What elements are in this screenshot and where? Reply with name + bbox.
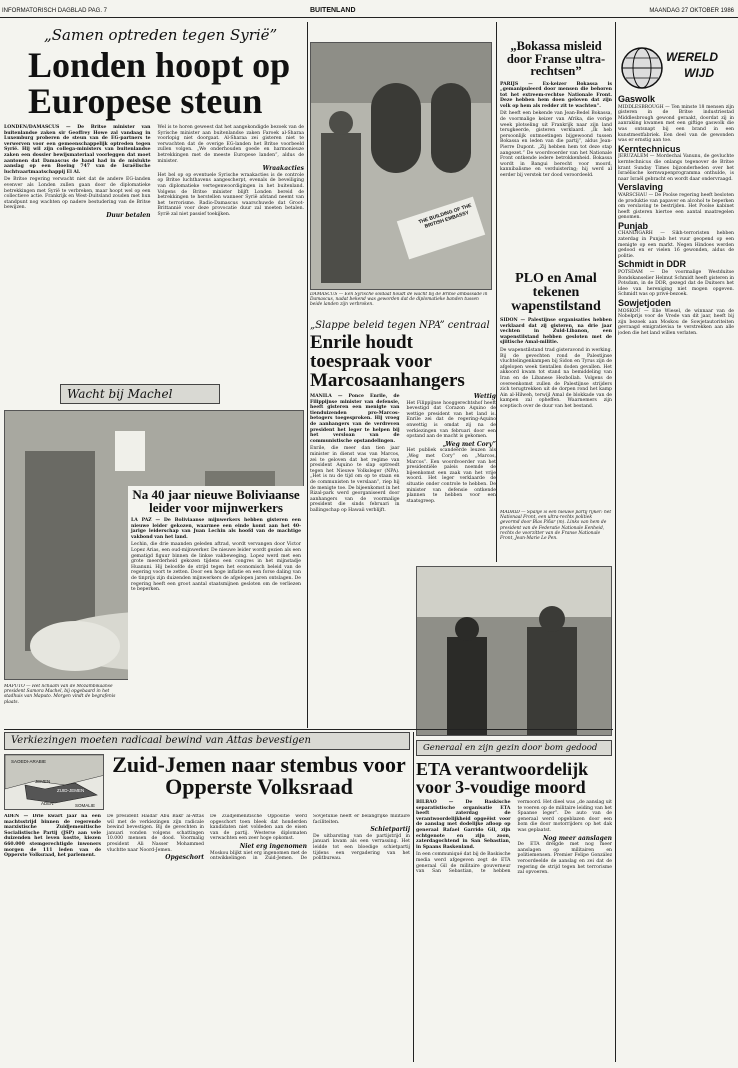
jemen-body: De president Haidar Abu Bakr al-Attas wil met de verkiezingen zijn radicale bewind bevestigen. Bij de gevechten in januari vonden volgens schattingen 10.000 mensen de dood. Voormalig president Ali Nasser Mohammed vluchtte naar Noord-Jemen. (107, 814, 204, 853)
wereld-item-head: Sowjetjoden (618, 298, 672, 308)
wereld-item-text: WARSCHAU — De Poolse regering heeft besloten de produktie van papaver en alcohol te beperken om verslaving te bestrijden. Het Poolse kabinet heeft gisteren hiertoe een aantal maatregelen genomen. (618, 192, 734, 221)
machel-banner: Wacht bij Machel (60, 384, 220, 404)
map-label-zuid-jemen: ZUID-JEMEN (57, 788, 85, 793)
wereld-item-text: MOSKOU — Elie Wiesel, de winnaar van de Nobelprijs voor de Vrede van dit jaar, heeft bij zijn bezoek aan Moskou de Sowjetautoriteiten gevraagd emigratievisa te verstrekken aan alle joden die het land willen verlaten. (618, 308, 734, 336)
wereld-item-head: Gaswolk (618, 94, 656, 104)
header-date: MAANDAG 27 OKTOBER 1986 (649, 8, 734, 14)
article-eta (416, 760, 612, 1060)
plo-lead: SIDON — Palestijnse organisaties hebben verklaard dat zij gisteren, na drie jaar vechten in Zuid-Libanon, een wapenstilstand hebben gesloten met de sjiitische Amal-militie. (500, 318, 612, 346)
eta-body: In een communiqué dat bij de Baskische media werd afgegeven zegt de ETA generaal Gil de militaire gouverneur van San Sebastian, te hebben vermoord. Het dieel was „de aanslag uit te voeren op de militaire leiding van het Spaanse leger”. De auto van de generaal werd opgeblazen door een bom die door motorrijders op het dak was geplaatst. (416, 800, 612, 875)
bolivia-headline: Na 40 jaar nieuwe Boliviaanse leider voor mijnwerkers (132, 487, 300, 515)
article-londen (4, 26, 304, 378)
jemen-body2: De Zuidjemenitische Oppositie werd opgeschort toen bleek dat honderden kandidaten niet voldeden aan de eisen van de partij. Westerse diplomaten verwachten een zeer hoge opkomst. (210, 814, 307, 842)
eta-photo (416, 566, 612, 736)
wereld-logo-line2: WIJD (684, 66, 714, 80)
jemen-lead: ADEN — Drie kwart jaar na een machtsstrijd binnen de regerende marxistische Zuidjemenitische Socialistische Partij (JSP) aan vele duizenden het leven kostte, kiezen 660.000 stemgerechtigde inwoners morgen de 111 leden van de Opperste Volksraad, het parlement. (4, 814, 101, 859)
londen-headline: Londen hoopt op Europese steun (28, 45, 291, 121)
damascus-caption: DAMASCUS — Een Syrische soldaat houdt de wacht bij de Britse ambassade in Damascus, nadat bekend was geworden dat de diplomatieke banden tussen beide landen zijn verbroken. (310, 292, 488, 308)
plo-headline: PLO en Amal tekenen wapenstilstand (511, 272, 601, 314)
londen-kicker: „Samen optreden tegen Syrië” (44, 26, 278, 44)
machel-caption: MAPUTO — Het lichaam van de Mozambikaanse president Samora Machel, bij opgebaard in het stadhuis van Maputo. Morgen vindt de begrafenis plaats. (4, 684, 116, 705)
jemen-map (4, 754, 104, 810)
wereld-item-head: Schmidt in DDR (618, 259, 687, 270)
map-label-somalie: SOMALIE (75, 803, 96, 808)
eta-headline: ETA verantwoordelijk voor 3-voudige moord (416, 760, 589, 797)
wereld-logo (618, 44, 734, 94)
londen-body: De Britse regering verwacht niet dat de andere EG-landen evenver als Londen zullen gaan door de diplomatieke betrekkingen met Syrië te verbreken, maar hoopt wel op een collectieve actie. Frankrijk en West-Duitsland zouden met hun standpunt nog wachten op nadere bestudering van de Britse bewijzen. (4, 177, 151, 211)
eta-photo-art (417, 567, 612, 736)
header-section: BUITENLAND (310, 7, 356, 14)
map-label-saudi: SAOEDI-ARABIE (11, 759, 47, 764)
enrile-body2: Het Filippijnse hooggerechtshof heeft bevestigd dat Corazon Aquino de wettige president van het land is. Enrile zei dat de regering-Aquino onwettig is omdat zij na de verkiezingen van februari door een opstand aan de macht is gekomen. (406, 400, 496, 440)
damascus-photo-art (311, 43, 492, 290)
eta-sub1: Nog meer aanslagen (542, 834, 612, 842)
londen-body2: Wel is te horen geweest dat het aangekondigde bezoek van de Syrische minister aan buitenlandse zaken Faroek al-Sharaa voorlopig niet doorgaat. Al-Sharaa zei gisteren niet te verwachten dat de overige EG-landen het Britse voorbeeld zullen volgen. „We onderhouden goede en harmonieuze betrekkingen met de meeste Europese landen”, aldus de minister. (157, 125, 304, 164)
enrile-headline: Enrile houdt toespraak voor Marcosaanhangers (310, 332, 465, 391)
enrile-body3: Het publiek scandeerde leuzen als „Weg met Cory” en „Marcos, Marcos”. Een woordvoerder van het presidentiële paleis noemde de bijeenkomst een zaak van het vrije woord. Het leger verklaarde de situatie onder controle te hebben. De minister van defensie ontkende plannen te hebben voor een staatsgreep. (406, 448, 496, 504)
enrile-lead: MANILA — Ponce Enrile, de Filippijnse minister van defensie, heeft gisteren een menigte van tienduizenden pro-Marcos-betogers toegesproken. Hij vroeg de aanhangers van de verdreven president het leger te helpen bij het versloan van de communistische opstandelingen. (310, 394, 400, 444)
embassy-sign: THE BUILDING OF THE BRITISH EMBASSY (417, 202, 473, 230)
enrile-sub2: „Weg met Cory” (442, 440, 496, 448)
map-label-jemen: JEMEN (35, 779, 51, 784)
londen-sub2: Wraakacties (262, 165, 304, 173)
enrile-body: Enrile, die meer dan tien jaar minister in dienst was van Marcos, zei te geloven dat het regime van president Aquino te slap optreedt tegen het Nieuwe Volksleger (NPA). „Het is nu de tijd om op te staan en de communisten te verslaan”, riep hij de menigte toe. De bijeenkomst in het Rizal-park werd georganiseerd door aanhangers van de voormalige president die sinds februari in ballingschap op Hawaii verblijft. (310, 446, 400, 513)
map-label-aden: ADEN (41, 801, 54, 806)
wereld-item-head: Verslaving (618, 182, 664, 193)
bolivia-body: Lechin, die drie maanden geleden aftrad, wordt vervangen door Victor Lopez Arias, een oud-mijnwerker. De nieuwe leider wordt gezien als een gematigd figuur binnen de linkse vakbeweging. Lopez werd met een grote meerderheid gekozen tijdens een congres in het mijnstadje Huanuni. Hij beloofde de strijd tegen het economisch beleid van de regering voort te zetten. Door een hoge inflatie en een forse daling van de tinprijs zijn duizenden mijnwerkers de afgelopen jaren ontslagen. De regering heeft een groot aantal staatsmijnen gesloten om de verliezen te beperken. (131, 542, 301, 593)
jemen-kicker: Verkiezingen moeten radicaal bewind van Attas bevestigen (4, 732, 410, 750)
wereld-item-text: POTSDAM — De voormalige Westduitse Bondskanselier Helmut Schmidt heeft gisteren in Potsdam, in de DDR, gezegd dat de Duitsers het idee van hereniging niet mogen opgeven. Schmidt was op privé-bezoek. (618, 270, 734, 298)
wereld-column (618, 44, 734, 1044)
article-bokassa (500, 40, 612, 268)
wereld-item-text: JERUZALEM — Mordechai Vanunu, de gevluchte kerntechnicus die onlangs tegenover de Britse krant Sunday Times bijzonderheden over het Israëlische kernwapenprogramma onthulde, is naar Israël gebracht en wordt daar ondervraagd. (618, 154, 734, 182)
eta-lead: BILBAO — De Baskische separatistische organisatie ETA heeft zaterdag de verantwoordelijkheid opgeëist voor de aanslag met dodelijke afloop op generaal Rafael Garrido Gil, zijn echtgenote en zijn zoon, zaterdagochtend in San Sebastian, in Spaans Baskenland. (416, 800, 511, 850)
wereld-item-text: CHANDIGARH — Sikh-terroristen hebben zaterdag in Punjab het vuur geopend op een menigte op een markt. Negen Hindoes werden gedood en er vielen 16 gewonden, aldus de politie. (618, 231, 734, 259)
pers-caption: MADRID — Spanje is een nieuwe partij rijker: het Nationaal Front, een ultra-rechts politiek gevormd door Blas Piñar (m). Links van hem de president van de Federatie Nationale Eenheid, rechts de voorzitter van de Franse Nationale Front, Jean-Marie Le Pen. (500, 510, 612, 542)
article-plo (500, 272, 612, 508)
bokassa-body: Dit heeft een bekende van Jean-Bedel Bokassa, de voormalige keizer van Afrika, die vorige week plotseling uit Frankrijk naar zijn land terugkeerde, gisteren verklaard. „Ik heb persoonlijk ontmoetingen bijgewoond tussen Bokassa en leden van die partij”, aldus Jean-Pierre Dupont. „Zij hebben hem tot deze stap aangezet.” De woordvoerder van het Nationale Front ontkende iedere betrokkenheid. Bokassa wordt in Bangui berecht voor moord, kannibalisme en verduistering; hij werd al eerder bij verstek ter dood veroordeeld. (500, 111, 612, 178)
header-paper-name: INFORMATORISCH DAGBLAD PAG. 7 (2, 8, 108, 14)
londen-lead: LONDEN/DAMASCUS — De Britse minister van buitenlandse zaken sir Geoffrey Howe zal vandaag in Luxemburg proberen de steun van de EG-partners te verwerven voor een gemeenschappelijk optreden tegen Syrië. Hij wil zijn collega-ministers van buitenlandse zaken een dossier bewijsmateriaal voorleggen dat moet aantonen dat Damascus de hand had in de mislukte aanslag op een Boeing 747 van de Israëlische luchtvaartmaatschappij El Al. (4, 125, 151, 175)
enrile-kicker: „Slappe beleid tegen NPA” centraal (310, 320, 490, 331)
row-rule (4, 729, 613, 730)
jemen-sub2: Niet erg ingenomen (239, 842, 307, 850)
jemen-headline-box (108, 754, 410, 810)
wereld-logo-line1: WERELD (666, 50, 718, 64)
londen-sub1: Duur betalen (106, 211, 151, 219)
wereld-items (618, 94, 734, 337)
jemen-sub1: Opgeschort (165, 854, 204, 862)
eta-body2: De ETA dreigde met nog meer aanslagen op militairen en politiemensen. Premier Felipe González veroordeelde de aanslag en zei dat de regering de strijd tegen het terrorisme zal opvoeren. (517, 842, 612, 876)
page-header (0, 6, 738, 18)
wereld-item-head: Punjab (618, 220, 649, 231)
damascus-photo (310, 42, 492, 290)
column-rule (307, 22, 308, 728)
jemen-sub3: Schietpartij (370, 826, 410, 834)
column-rule (615, 22, 616, 1062)
bolivia-lead: LA PAZ — De Boliviaanse mijnwerkers hebben gisteren een nieuwe leider gekozen, waarmee een einde komt aan het 40-jarige leiderschap van Juan Lechin als hoofd van de machtige vakbond van het land. (131, 518, 301, 540)
bokassa-headline: „Bokassa misleid door Franse ultra-rechtsen” (506, 40, 606, 78)
eta-kicker: Generaal en zijn gezin door bom gedood (416, 740, 612, 756)
jemen-headline: Zuid-Jemen naar stembus voor Opperste Volksraad (112, 754, 406, 799)
column-rule (496, 22, 497, 562)
globe-icon (620, 46, 664, 90)
wereld-item-head: Kerntechnicus (618, 143, 681, 154)
jemen-body4: De uitbarsting van de partijstrijd in januari kwam als een verrassing. Het leidde tot een bloedige schietpartij tijdens een vergadering van het politbureau. (313, 833, 410, 862)
bokassa-lead: PARIJS — Ex-keizer Bokassa is „gemanipuleerd door mensen die behoren tot het extreem-rechtse Nationale Front. Deze hebben hem doen geloven dat zijn volk op hem als redder zit te wachten”. (500, 81, 612, 109)
enrile-sub1: Wettig (473, 393, 496, 400)
wereld-item-text: MIDDLESBROUGH — Ten minste 18 mensen zijn gisteren in de Britse industriestad Middlesbrough gewond geraakt, doordat zij in aanraking kwamen met een giftige gaswolk die was ontsnapt bij een brand in een kunstmestfabriek. Een deel van de gewonden was er ernstig aan toe. (618, 104, 734, 144)
article-jemen (4, 814, 410, 1060)
plo-body: De wapenstilstand trad gisteravond in werking. Bij de gevechten rond de Palestijnse vluchtelingenkampen bij Sidon en Tyrus zijn de afgelopen week tientallen doden gevallen. Het akkoord kwam tot stand na bemiddeling van Iran en de Libanese Hezbollah. Volgens de overeenkomst zullen de Palestijnse strijders zich terugtrekken uit de dorpen rond het kamp Ain al-Hilweh, terwijl Amal de blokkade van de kampen zal opheffen. Waarnemers zijn sceptisch over de duur van het bestand. (500, 347, 612, 409)
article-bolivia (128, 486, 304, 726)
column-rule (413, 732, 414, 1062)
jemen-body3: Moskou blijkt niet erg ingenomen met de ontwikkelingen in Zuid-Jemen. De Sovjetunie heeft er belangrijke militaire faciliteiten. (210, 814, 410, 862)
londen-body3: Het bel op op eventuele Syrische wraakacties is de controle op Britse luchthavens aangescherpt, evenals de beveiliging van diplomatieke vertegenwoordigingen in het buitenland. Volgens de Britse minister blijft Londen bereid de betrekkingen te herstellen wanneer Syrië afstand neemt van het terrorisme. Radio-Damascus waarschuwde dat Groot-Brittannië voor deze provocatie duur zal moeten betalen. Syrië zal niet passief toekijken. (157, 172, 304, 217)
